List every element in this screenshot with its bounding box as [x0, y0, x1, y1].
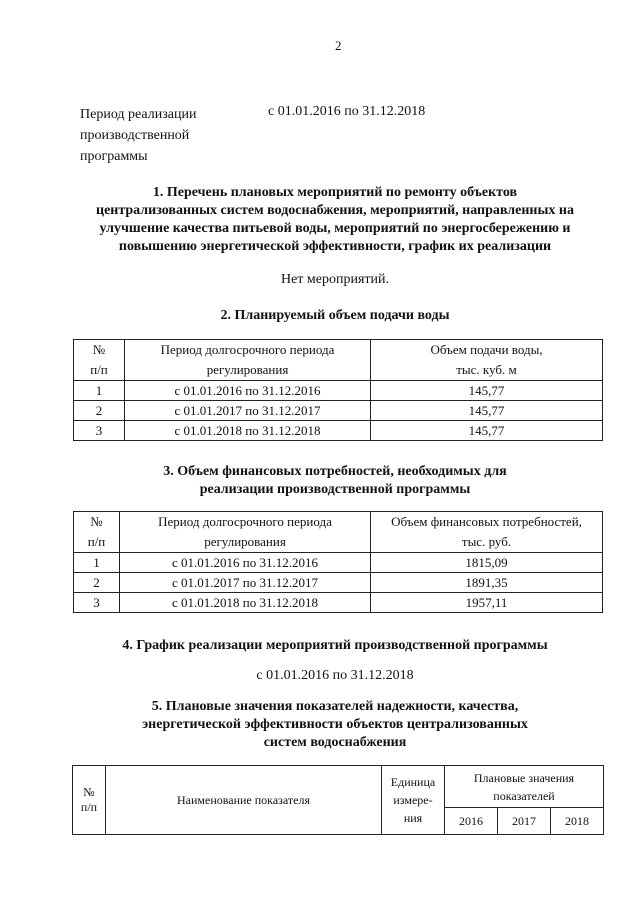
period-label-line: программы	[80, 149, 148, 164]
header-num: № п/п	[74, 512, 120, 553]
period-label-line: Период реализации	[80, 107, 197, 122]
header-year: 2016	[445, 808, 498, 835]
cell-value: 145,77	[371, 381, 603, 401]
section5-title-line: 5. Плановые значения показателей надежности, качества,	[151, 699, 519, 714]
indicators-table	[72, 765, 604, 835]
header-period: Период долгосрочного периода регулирования	[120, 512, 371, 553]
header-num: № п/п	[74, 340, 125, 381]
table-row	[74, 381, 603, 401]
cell-value: 145,77	[371, 401, 603, 421]
table-header-row	[74, 512, 603, 553]
cell-num: 2	[74, 401, 125, 421]
section3-title-line: реализации производственной программы	[199, 482, 471, 497]
cell-num: 3	[74, 421, 125, 441]
cell-period: с 01.01.2017 по 31.12.2017	[120, 573, 371, 593]
section3-title-line: 3. Объем финансовых потребностей, необходимых для	[163, 464, 507, 479]
header-year: 2018	[551, 808, 604, 835]
header-year: 2017	[498, 808, 551, 835]
cell-num: 3	[74, 593, 120, 613]
table-row	[74, 553, 603, 573]
cell-period: с 01.01.2018 по 31.12.2018	[125, 421, 371, 441]
header-num: № п/п	[73, 766, 106, 835]
section1-title	[50, 184, 620, 256]
table-row	[74, 421, 603, 441]
section5-title-line: энергетической эффективности объектов централизованных	[142, 717, 528, 732]
header-planned: Плановые значения показателей	[445, 766, 604, 808]
cell-num: 1	[74, 381, 125, 401]
section1-title-line: улучшение качества питьевой воды, мероприятий по энергосбережению и	[99, 221, 571, 236]
section2-title: 2. Планируемый объем подачи воды	[220, 308, 450, 323]
section1-title-line: централизованных систем водоснабжения, мероприятий, направленных на	[96, 203, 574, 218]
period-value: с 01.01.2016 по 31.12.2018	[268, 104, 426, 119]
header-period: Период долгосрочного периода регулирования	[125, 340, 371, 381]
section3-title	[50, 463, 620, 499]
header-unit: Единица измере- ния	[382, 766, 445, 835]
section1-title-line: повышению энергетической эффективности, график их реализации	[118, 239, 552, 254]
cell-period: с 01.01.2016 по 31.12.2016	[120, 553, 371, 573]
cell-value: 1891,35	[371, 573, 603, 593]
table-header-row	[74, 340, 603, 381]
section4-title: 4. График реализации мероприятий производственной программы	[122, 638, 548, 653]
header-value: Объем финансовых потребностей, тыс. руб.	[371, 512, 603, 553]
cell-value: 1815,09	[371, 553, 603, 573]
section1-title-line: 1. Перечень плановых мероприятий по ремонту объектов	[152, 185, 518, 200]
cell-period: с 01.01.2018 по 31.12.2018	[120, 593, 371, 613]
section5-title-line: систем водоснабжения	[263, 735, 407, 750]
cell-num: 1	[74, 553, 120, 573]
section4-period: с 01.01.2016 по 31.12.2018	[256, 668, 414, 683]
cell-period: с 01.01.2016 по 31.12.2016	[125, 381, 371, 401]
page-number: 2	[335, 38, 342, 53]
header-value: Объем подачи воды, тыс. куб. м	[371, 340, 603, 381]
cell-value: 1957,11	[371, 593, 603, 613]
header-name: Наименование показателя	[106, 766, 382, 835]
table-row	[74, 573, 603, 593]
water-volume-table	[73, 339, 603, 441]
section5-title	[50, 698, 620, 752]
table-row	[74, 593, 603, 613]
financial-needs-table	[73, 511, 603, 613]
cell-period: с 01.01.2017 по 31.12.2017	[125, 401, 371, 421]
table-row	[74, 401, 603, 421]
table-header-row	[73, 766, 604, 808]
cell-num: 2	[74, 573, 120, 593]
period-label-line: производственной	[80, 128, 190, 143]
period-label	[80, 104, 196, 167]
cell-value: 145,77	[371, 421, 603, 441]
section1-note: Нет мероприятий.	[280, 272, 390, 287]
